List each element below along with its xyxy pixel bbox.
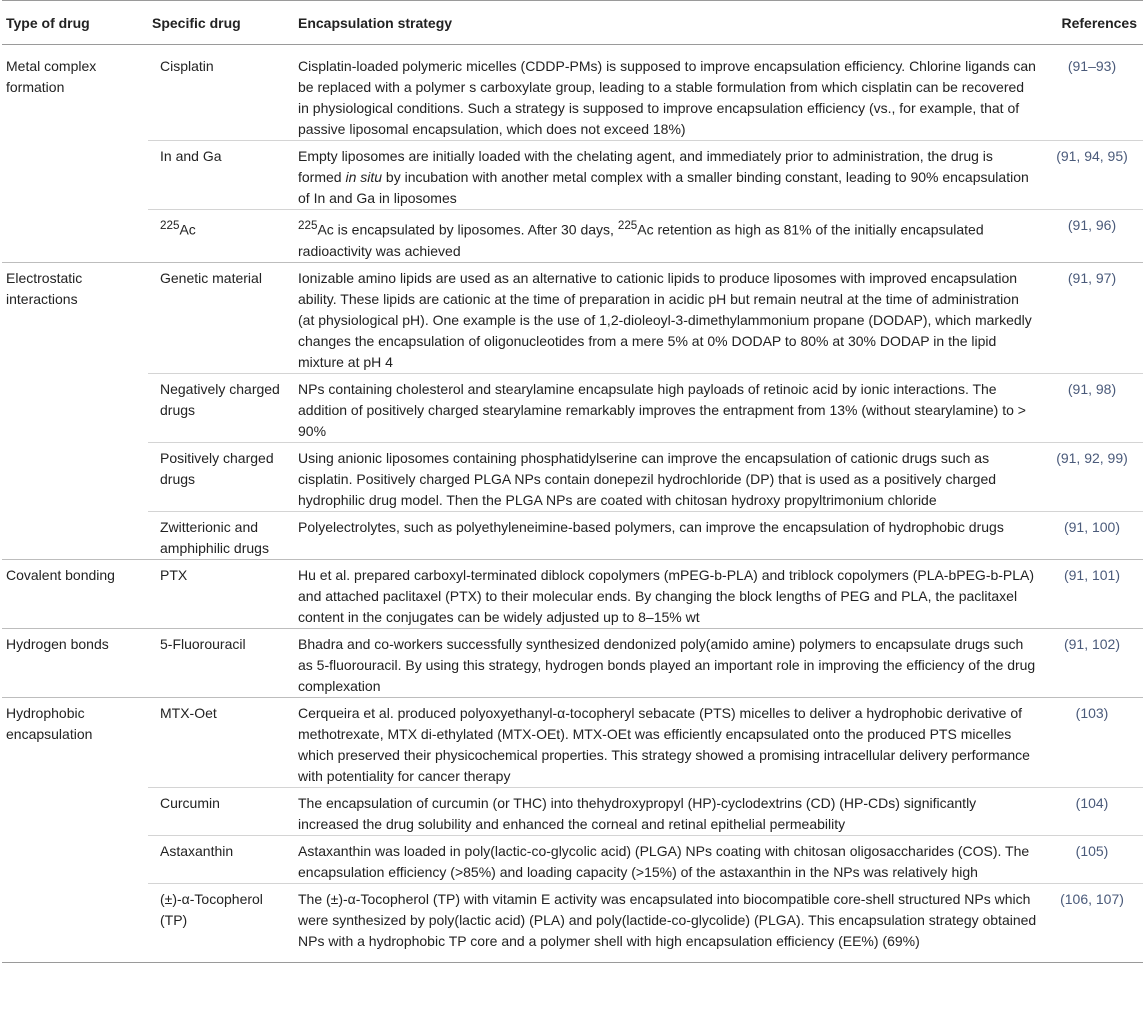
reference-cell: (91, 98) — [1041, 373, 1143, 442]
type-cell — [2, 210, 148, 263]
drug-cell: Genetic material — [148, 262, 294, 373]
drug-cell: Astaxanthin — [148, 835, 294, 883]
strategy-cell: Polyelectrolytes, such as polyethyleneimine-based polymers, can improve the encapsulation of hydrophobic drugs — [294, 511, 1041, 559]
reference-cell: (103) — [1041, 697, 1143, 787]
strategy-cell: $^{225}$Ac is encapsulated by liposomes. After 30 days, $^{225}$Ac retention as high as 81% of the initially encapsulated radioactivity was achieved — [294, 210, 1041, 263]
strategy-cell: Using anionic liposomes containing phosphatidylserine can improve the encapsulation of cationic drugs such as cisplatin. Positively charged PLGA NPs contain donepezil hydrochloride (DP) that is used as a positively charged hydrophilic drug model. Then the PLGA NPs are coated with chitosan hydroxy propyltrimonium chloride — [294, 442, 1041, 511]
reference-cell: (91, 94, 95) — [1041, 141, 1143, 210]
reference-cell: (104) — [1041, 787, 1143, 835]
header-references: References — [1041, 1, 1143, 45]
table-row — [2, 45, 1143, 141]
table-row — [2, 883, 1143, 962]
reference-cell: (91, 100) — [1041, 511, 1143, 559]
drug-cell: Negatively charged drugs — [148, 373, 294, 442]
reference-cell: (91, 102) — [1041, 628, 1143, 697]
encapsulation-table — [2, 0, 1143, 963]
table-row — [2, 141, 1143, 210]
table-row — [2, 559, 1143, 628]
table-row — [2, 835, 1143, 883]
strategy-cell: Empty liposomes are initially loaded with the chelating agent, and immediately prior to administration, the drug is formed in situ by incubation with another metal complex with a smaller binding constant, leading to 90% encapsulation of In and Ga in liposomes — [294, 141, 1041, 210]
reference-cell: (91, 97) — [1041, 262, 1143, 373]
type-cell — [2, 373, 148, 442]
reference-cell: (91, 92, 99) — [1041, 442, 1143, 511]
reference-cell: (105) — [1041, 835, 1143, 883]
table-row — [2, 210, 1143, 263]
strategy-cell: The encapsulation of curcumin (or THC) into thehydroxypropyl (HP)-cyclodextrins (CD) (HP-CDs) significantly increased the drug solubility and enhanced the corneal and retinal epithelial permeability — [294, 787, 1041, 835]
strategy-cell: Astaxanthin was loaded in poly(lactic-co-glycolic acid) (PLGA) NPs coating with chitosan oligosaccharides (COS). The encapsulation efficiency (>85%) and loading capacity (>15%) of the astaxanthin in the NPs was relatively high — [294, 835, 1041, 883]
table-row — [2, 628, 1143, 697]
strategy-cell: The (±)-α-Tocopherol (TP) with vitamin E activity was encapsulated into biocompatible core-shell structured NPs which were synthesized by poly(lactic acid) (PLA) and poly(lactide-co-glycolide) (PLGA). This encapsulation strategy obtained NPs with a hydrophobic TP core and a polymer shell with high encapsulation efficiency (EE%) (69%) — [294, 883, 1041, 962]
type-cell — [2, 442, 148, 511]
reference-cell: (91, 101) — [1041, 559, 1143, 628]
table-row — [2, 373, 1143, 442]
strategy-cell: Bhadra and co-workers successfully synthesized dendonized poly(amido amine) polymers to encapsulate drugs such as 5-fluorouracil. By using this strategy, hydrogen bonds played an important role in improving the efficiency of the drug complexation — [294, 628, 1041, 697]
header-strategy: Encapsulation strategy — [294, 1, 1041, 45]
drug-cell: Cisplatin — [160, 58, 214, 74]
type-cell — [2, 883, 148, 962]
strategy-cell: Hu et al. prepared carboxyl-terminated diblock copolymers (mPEG-b-PLA) and triblock copolymers (PLA-bPEG-b-PLA) and attached paclitaxel (PTX) to their molecular ends. By changing the block lengths of PEG and PLA, the paclitaxel content in the conjugates can be widely adjusted up to 8–15% wt — [294, 559, 1041, 628]
table-row — [2, 262, 1143, 373]
type-cell — [2, 835, 148, 883]
header-type: Type of drug — [2, 1, 148, 45]
table-row — [2, 442, 1143, 511]
type-cell — [2, 141, 148, 210]
reference-cell: (106, 107) — [1041, 883, 1143, 962]
drug-cell: Curcumin — [148, 787, 294, 835]
type-cell — [2, 511, 148, 559]
drug-cell: MTX-Oet — [148, 697, 294, 787]
type-cell: Metal complex formation — [6, 58, 97, 95]
strategy-cell: Cerqueira et al. produced polyoxyethanyl-α-tocopheryl sebacate (PTS) micelles to deliver a hydrophobic derivative of methotrexate, MTX di-ethylated (MTX-OEt). MTX-OEt was efficiently encapsulated onto the produced PTS micelles which preserved their physicochemical properties. This strategy showed a promising intracellular delivery performance with potentiality for cancer therapy — [294, 697, 1041, 787]
drug-cell: PTX — [148, 559, 294, 628]
drug-cell: $^{225}$Ac — [148, 210, 294, 263]
drug-cell: (±)-α-Tocopherol (TP) — [148, 883, 294, 962]
header-specific-drug: Specific drug — [148, 1, 294, 45]
type-cell: Electrostatic interactions — [2, 262, 148, 373]
header-row — [2, 1, 1143, 45]
drug-cell: Positively charged drugs — [148, 442, 294, 511]
type-cell: Covalent bonding — [2, 559, 148, 628]
strategy-cell: NPs containing cholesterol and stearylamine encapsulate high payloads of retinoic acid by ionic interactions. The addition of positively charged stearylamine remarkably improves the entrapment from 13% (without stearylamine) to > 90% — [294, 373, 1041, 442]
type-cell: Hydrogen bonds — [2, 628, 148, 697]
table-row — [2, 787, 1143, 835]
drug-cell: 5-Fluorouracil — [148, 628, 294, 697]
type-cell: Hydrophobic encapsulation — [2, 697, 148, 787]
strategy-cell: Ionizable amino lipids are used as an alternative to cationic lipids to produce liposomes with improved encapsulation ability. These lipids are cationic at the time of preparation in acidic pH but remain neutral at the time of administration (at physiological pH). One example is the use of 1,2-dioleoyl-3-dimethylammonium propane (DODAP), which markedly changes the encapsulation of oligonucleotides from a mere 5% at 0% DODAP to 80% at 30% DODAP in the lipid mixture at pH 4 — [294, 262, 1041, 373]
table-row — [2, 511, 1143, 559]
reference-cell: (91, 96) — [1041, 210, 1143, 263]
table-row — [2, 697, 1143, 787]
drug-cell: Zwitterionic and amphiphilic drugs — [148, 511, 294, 559]
strategy-cell: Cisplatin-loaded polymeric micelles (CDDP-PMs) is supposed to improve encapsulation efficiency. Chlorine ligands can be replaced with a polymer s carboxylate group, leading to a stable formulation from which cisplatin can be recovered in physiological conditions. Such a strategy is supposed to improve encapsulation efficiency (vs., for example, that of passive liposomal encapsulation, which does not exceed 18%) — [298, 58, 1036, 137]
drug-cell: In and Ga — [148, 141, 294, 210]
reference-cell: (91–93) — [1067, 58, 1117, 74]
type-cell — [2, 787, 148, 835]
